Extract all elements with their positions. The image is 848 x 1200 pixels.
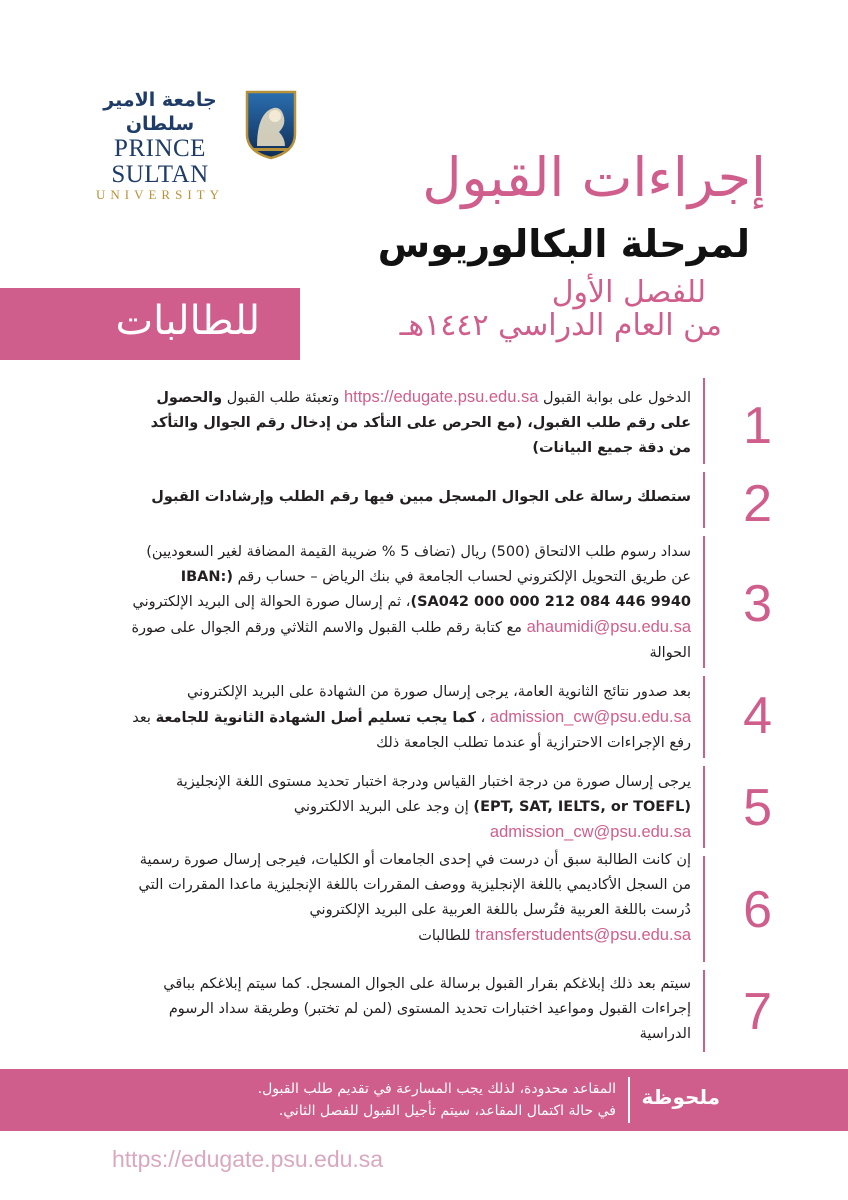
step-text-part: إن كانت الطالبة سبق أن درست في إحدى الجامعات أو الكليات، فيرجى إرسال صورة رسمية من السجل الأكاديمي باللغة الإنجليزية ووصف المقررات باللغة الإنجليزية ماعدا المقررات التي دُرست باللغة العربية فتُرسل باللغة العربية على البريد الإلكتروني (138, 852, 691, 918)
step-number: 6 (743, 881, 772, 939)
step-divider (703, 536, 705, 668)
logo-english-name: PRINCE SULTAN (111, 135, 209, 188)
audience-label: للطالبات (115, 298, 260, 344)
test-names: (EPT, SAT, IELTS, or TOEFL) (473, 799, 691, 815)
step-number: 5 (743, 779, 772, 837)
step-number: 3 (743, 575, 772, 633)
step-text (131, 540, 691, 666)
step-text-part: الدخول على بوابة القبول (538, 390, 691, 406)
step-divider (703, 378, 705, 464)
note-line-2: في حالة اكتمال المقاعد، سيتم تأجيل القبول للفصل الثاني. (278, 1103, 616, 1119)
step-text-bold: ستصلك رسالة على الجوال المسجل مبين فيها رقم الطلب وإرشادات القبول (151, 489, 691, 505)
note-divider (628, 1077, 630, 1123)
note-line-1: المقاعد محدودة، لذلك يجب المسارعة في تقديم طلب القبول. (257, 1081, 616, 1097)
note-label: ملحوظة (641, 1085, 720, 1109)
edugate-link[interactable]: https://edugate.psu.edu.sa (343, 388, 539, 406)
page-title: إجراءات القبول (422, 146, 766, 209)
iban-number: (IBAN: SA042 000 000 212 084 446 9940) (180, 569, 691, 610)
step-text (131, 770, 691, 846)
footer-url-link[interactable]: https://edugate.psu.edu.sa (112, 1146, 384, 1172)
step-text (131, 680, 691, 756)
term-line-2: من العام الدراسي ١٤٤٢هـ (399, 308, 722, 343)
payment-email-link[interactable]: ahaumidi@psu.edu.sa (526, 618, 691, 636)
step-divider (703, 970, 705, 1052)
step-text-part: سيتم بعد ذلك إبلاغكم بقرار القبول برسالة على الجوال المسجل. كما سيتم إبلاغكم بباقي إجراءات القبول ومواعيد اختبارات تحديد المستوى (لمن لم تختبر) وطريقة سداد الرسوم الدراسية (163, 976, 691, 1042)
step-text-part: إن وجد على البريد الالكتروني (293, 799, 474, 815)
university-crest-icon (243, 88, 299, 160)
step-divider (703, 676, 705, 758)
step-text-bold: كما يجب تسليم أصل الشهادة الثانوية للجامعة (155, 710, 476, 726)
step-text-part: يرجى إرسال صورة من درجة اختبار القياس ودرجة اختبار تحديد مستوى اللغة الإنجليزية (176, 774, 691, 790)
step-text-part: بعد رفع الإجراءات الاحترازية أو عندما تطلب الجامعة ذلك (132, 710, 691, 751)
note-bar (0, 1069, 848, 1131)
step-text (131, 485, 691, 510)
logo-arabic-name: جامعة الامير سلطان (103, 89, 217, 135)
step-text-part: ، (475, 710, 490, 726)
step-text-part: للطالبات (418, 928, 476, 944)
university-logo (80, 88, 300, 202)
step-text-part: سداد رسوم طلب الالتحاق (500) ريال (تضاف 5 % ضريبة القيمة المضافة لغير السعوديين) عن طريق التحويل الإلكتروني لحساب الجامعة في بنك الرياض – حساب رقم (146, 544, 691, 585)
note-text (116, 1078, 616, 1122)
step-divider (703, 856, 705, 962)
step-number: 1 (743, 397, 772, 455)
term-line-1: للفصل الأول (551, 275, 706, 310)
step-number: 7 (743, 983, 772, 1041)
transfer-email-link[interactable]: transferstudents@psu.edu.sa (475, 926, 691, 944)
admission-email-link[interactable]: admission_cw@psu.edu.sa (489, 708, 691, 726)
step-divider (703, 766, 705, 848)
step-text (131, 385, 691, 461)
logo-university-word: UNIVERSITY (96, 187, 224, 202)
step-text-part: مع كتابة رقم طلب القبول والاسم الثلاثي ورقم الجوال على صورة الحوالة (131, 620, 691, 661)
step-divider (703, 472, 705, 528)
step-number: 2 (743, 475, 772, 533)
step-text-part: بعد صدور نتائج الثانوية العامة، يرجى إرسال صورة من الشهادة على البريد الإلكتروني (187, 684, 691, 700)
step-text-part: ، ثم إرسال صورة الحوالة إلى البريد الإلكتروني (132, 594, 411, 610)
step-number: 4 (743, 687, 772, 745)
page-subtitle: لمرحلة البكالوريوس (377, 222, 750, 266)
step-text-bold: والحصول على رقم طلب القبول، (مع الحرص على التأكد من إدخال رقم الجوال والتأكد من دقة جميع البيانات) (150, 390, 691, 456)
admission-email-link[interactable]: admission_cw@psu.edu.sa (489, 823, 691, 841)
step-text (131, 848, 691, 949)
step-text (131, 972, 691, 1047)
audience-banner (0, 288, 300, 360)
logo-text (80, 88, 240, 202)
step-text-part: وتعبئة طلب القبول (226, 390, 344, 406)
